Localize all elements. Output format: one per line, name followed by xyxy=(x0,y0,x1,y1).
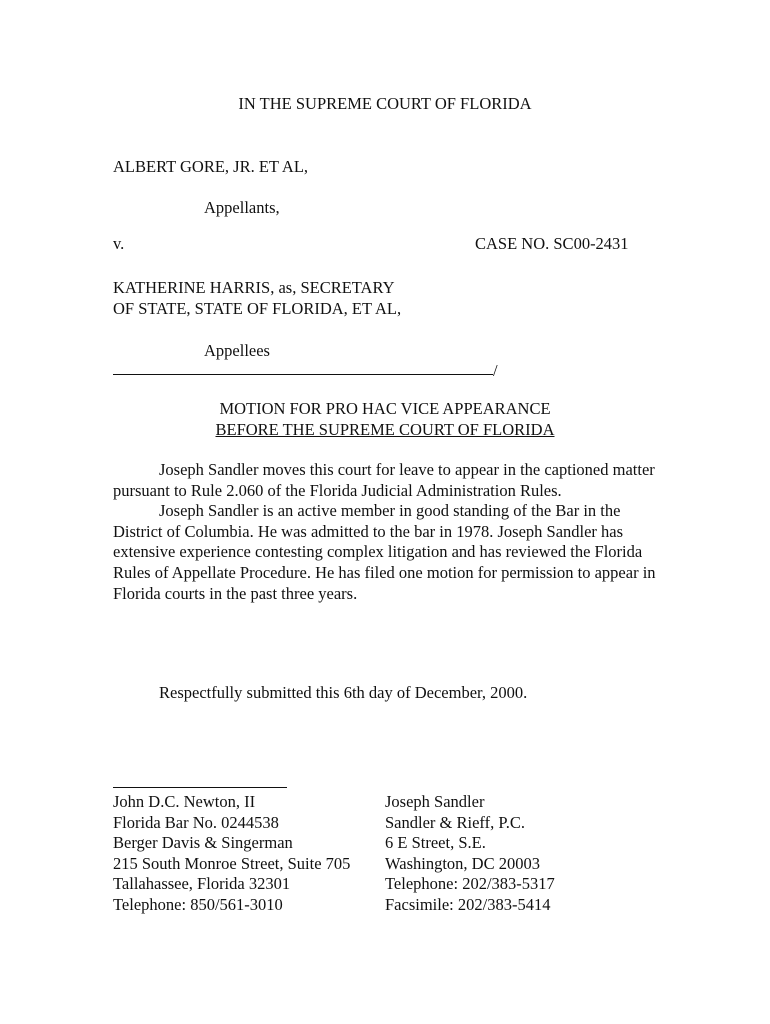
motion-body xyxy=(113,460,658,604)
movant-city: Washington, DC 20003 xyxy=(385,853,540,873)
attorney-city: Tallahassee, Florida 32301 xyxy=(113,874,291,894)
caption-rule xyxy=(113,361,498,381)
movant-facsimile: Facsimile: 202/383-5414 xyxy=(385,894,551,914)
signature-line xyxy=(113,787,287,788)
court-heading: IN THE SUPREME COURT OF FLORIDA xyxy=(238,94,532,113)
appellee-name-line1: KATHERINE HARRIS, as, SECRETARY xyxy=(113,278,395,297)
attorney-telephone: Telephone: 850/561-3010 xyxy=(113,894,283,914)
movant-telephone: Telephone: 202/383-5317 xyxy=(385,874,555,894)
caption-end-slash: / xyxy=(493,361,498,380)
motion-title-line1: MOTION FOR PRO HAC VICE APPEARANCE xyxy=(219,399,551,418)
appellant-name: ALBERT GORE, JR. ET AL, xyxy=(113,157,309,176)
movant-street: 6 E Street, S.E. xyxy=(385,833,486,853)
closing-statement: Respectfully submitted this 6th day of December, 2000. xyxy=(159,683,528,702)
attorney-street: 215 South Monroe Street, Suite 705 xyxy=(113,853,351,873)
motion-title-line2: BEFORE THE SUPREME COURT OF FLORIDA xyxy=(215,420,555,439)
versus-label: v. xyxy=(113,234,125,253)
body-paragraph-2: Joseph Sandler is an active member in good standing of the Bar in the District of Columbia. He was admitted to the bar in 1978. Joseph Sandler has extensive experience contesting complex litigation and has reviewed the Florida Rules of Appellate Procedure. He has filed one motion for permission to appear in Florida courts in the past three years. xyxy=(113,501,656,603)
body-paragraph-1: Joseph Sandler moves this court for leave to appear in the captioned matter pursuant to Rule 2.060 of the Florida Judicial Administration Rules. xyxy=(113,460,655,500)
appellant-role: Appellants, xyxy=(204,198,280,217)
appellee-name-line2: OF STATE, STATE OF FLORIDA, ET AL, xyxy=(113,299,402,318)
attorney-firm: Berger Davis & Singerman xyxy=(113,833,293,853)
attorney-bar-number: Florida Bar No. 0244538 xyxy=(113,812,279,832)
movant-name: Joseph Sandler xyxy=(385,792,485,811)
movant-firm: Sandler & Rieff, P.C. xyxy=(385,812,525,832)
attorney-name: John D.C. Newton, II xyxy=(113,792,256,811)
signature-block-right xyxy=(385,792,555,916)
appellee-role: Appellees xyxy=(204,341,270,360)
case-number: CASE NO. SC00-2431 xyxy=(475,234,629,253)
signature-block-left xyxy=(113,792,350,916)
caption-divider-line xyxy=(113,374,493,375)
